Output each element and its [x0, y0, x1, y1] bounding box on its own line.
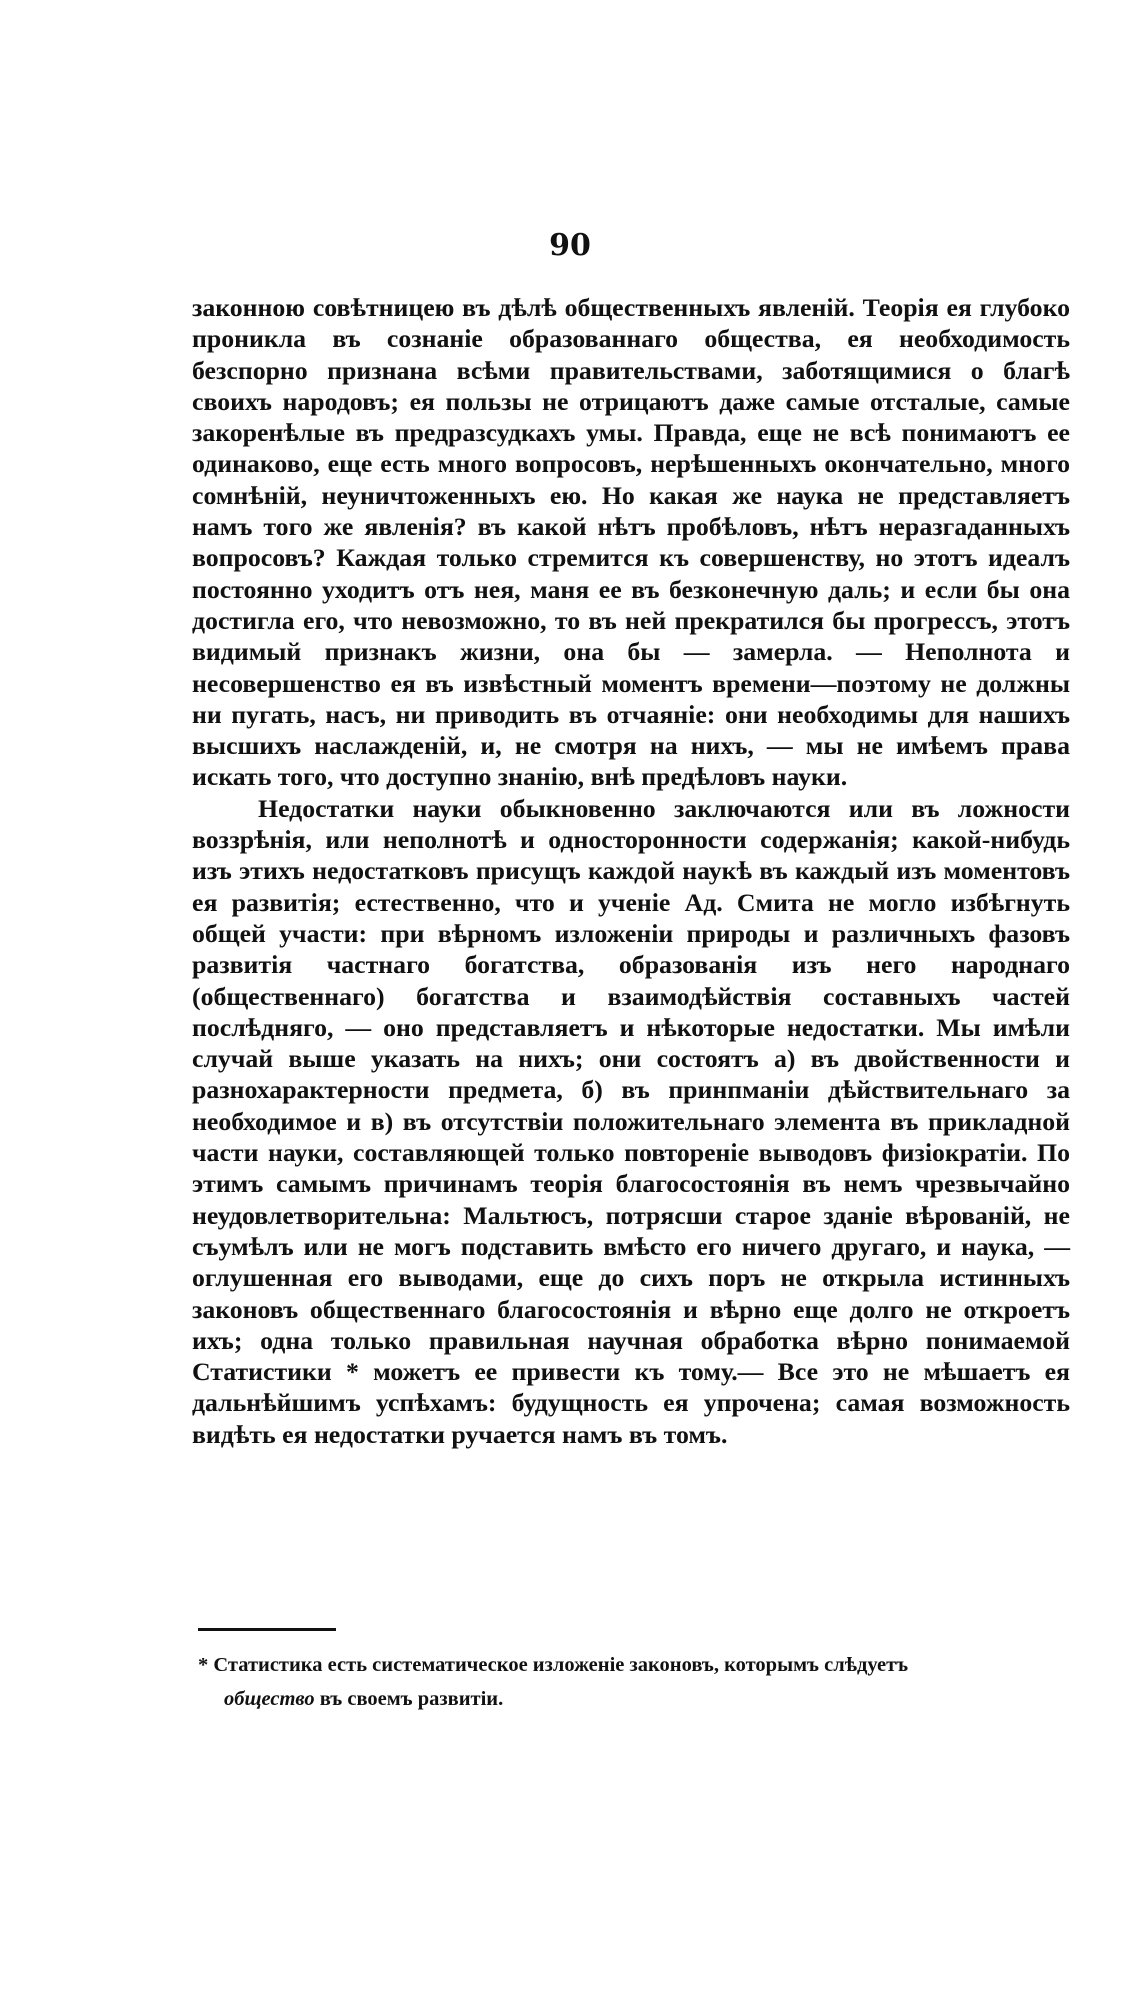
footnote-line-2-rest: въ своемъ развитіи. [314, 1688, 504, 1710]
footnote-line-2 [198, 1682, 1068, 1716]
footnote-line-1: * Статистика есть систематическое изложеніе законовъ, которымъ слѣдуетъ [198, 1654, 909, 1676]
footnote-emphasis: общество [224, 1688, 315, 1710]
paragraph-1: законною совѣтницею въ дѣлѣ общественныхъ явленій. Теорія ея глубоко проникла въ сознаніе образованнаго общества, ея необходимость безспорно признана всѣми правительствами, заботящимися о благѣ своихъ народовъ; ея пользы не отрицаютъ даже самые отсталые, самые закоренѣлые въ предразсудкахъ умы. Правда, еще не всѣ понимаютъ ее одинаково, еще есть много вопросовъ, нерѣшенныхъ окончательно, много сомнѣній, неуничтоженныхъ ею. Но какая же наука не представляетъ намъ того же явленія? въ какой нѣтъ пробѣловъ, нѣтъ неразгаданныхъ вопросовъ? Каждая только стремится къ совершенству, но этотъ идеалъ постоянно уходитъ отъ нея, маня ее въ безконечную даль; и если бы она достигла его, что невозможно, то въ ней прекратился бы прогрессъ, этотъ видимый признакъ жизни, она бы — замерла. — Неполнота и несовершенство ея въ извѣстный моментъ времени—поэтому не должны ни пугать, насъ, ни приводить въ отчаяніе: они необходимы для нашихъ высшихъ наслажденій, и, не смотря на нихъ, — мы не имѣемъ права искать того, что доступно знанію, внѣ предѣловъ науки. [192, 293, 1070, 792]
body-text [192, 292, 1070, 1450]
footnote-divider [198, 1628, 336, 1631]
footnote [198, 1648, 1068, 1716]
page-number: 90 [549, 228, 591, 263]
paragraph-2: Недостатки науки обыкновенно заключаются или въ ложности воззрѣнія, или неполнотѣ и односторонности содержанія; какой-нибудь изъ этихъ недостатковъ присущъ каждой наукѣ въ каждый изъ моментовъ ея развитія; естественно, что и ученіе Ад. Смита не могло избѣгнуть общей участи: при вѣрномъ изложеніи природы и различныхъ фазовъ развитія частнаго богатства, образованія изъ него народнаго (общественнаго) богатства и взаимодѣйствія составныхъ частей послѣдняго, — оно представляетъ и нѣкоторые недостатки. Мы имѣли случай выше указать на нихъ; они состоятъ а) въ двойственности и разнохарактерности предмета, б) въ принпманіи дѣйствительнаго за необходимое и в) въ отсутствіи положительнаго элемента въ прикладной части науки, составляющей только повтореніе выводовъ физіократіи. По этимъ самымъ причинамъ теорія благосостоянія въ немъ чрезвычайно неудовлетворительна: Мальтюсъ, потрясши старое зданіе вѣрованій, не съумѣлъ или не могъ подставить вмѣсто его ничего другаго, и наука, — оглушенная его выводами, еще до сихъ поръ не открыла истинныхъ законовъ общественнаго благосостоянія и вѣрно еще долго не откроетъ ихъ; одна только правильная научная обработка вѣрно понимаемой Статистики * можетъ ее привести къ тому.— Все это не мѣшаетъ ея дальнѣйшимъ успѣхамъ: будущность ея упрочена; самая возможность видѣть ея недостатки ручается намъ въ томъ. [192, 793, 1070, 1449]
